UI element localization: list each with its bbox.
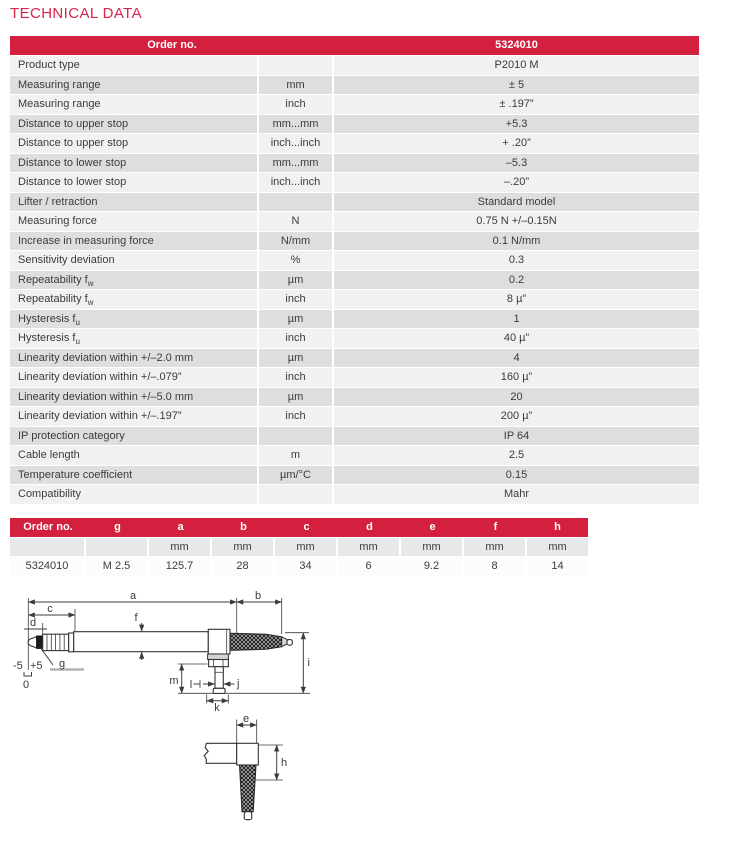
dimension-unit-cell: mm bbox=[338, 538, 401, 558]
spec-unit-cell: µm bbox=[259, 271, 334, 291]
dimension-header-cell: h bbox=[527, 518, 588, 538]
table-row bbox=[10, 329, 699, 349]
dimension-unit-cell: mm bbox=[212, 538, 275, 558]
spec-value-cell: 2.5 bbox=[334, 446, 699, 466]
spec-label-cell: Linearity deviation within +/–5.0 mm bbox=[10, 388, 259, 408]
dimension-value-cell: 5324010 bbox=[10, 557, 86, 577]
dimension-header-cell: b bbox=[212, 518, 275, 538]
probe-body bbox=[74, 632, 209, 652]
spec-value-cell: 1 bbox=[334, 310, 699, 330]
dim-label-a: a bbox=[129, 590, 137, 602]
dim-label-l: l bbox=[189, 679, 193, 691]
table-row bbox=[10, 466, 699, 486]
table-row bbox=[10, 446, 699, 466]
spec-value-cell: 0.2 bbox=[334, 271, 699, 291]
spec-unit-cell: µm/°C bbox=[259, 466, 334, 486]
dimension-table-header-row bbox=[10, 518, 588, 538]
spec-value-cell: 200 µ” bbox=[334, 407, 699, 427]
dimension-unit-cell bbox=[86, 538, 149, 558]
spec-unit-cell: inch...inch bbox=[259, 134, 334, 154]
scale-minus5: -5 bbox=[13, 660, 23, 672]
spec-label-cell: Repeatability $f_w$ bbox=[10, 271, 259, 291]
spec-value-cell: 0.75 N +/–0.15N bbox=[334, 212, 699, 232]
table-row bbox=[10, 76, 699, 96]
spec-label-cell: Linearity deviation within +/–.197” bbox=[10, 407, 259, 427]
spec-value-cell: 0.15 bbox=[334, 466, 699, 486]
spec-value-cell: ± .197” bbox=[334, 95, 699, 115]
table-row bbox=[10, 388, 699, 408]
table-row bbox=[10, 271, 699, 291]
spec-label-cell: Hysteresis $f_u$ bbox=[10, 310, 259, 330]
spec-unit-cell bbox=[259, 56, 334, 76]
dimension-value-cell: M 2.5 bbox=[86, 557, 149, 577]
spec-label-cell: Temperature coefficient bbox=[10, 466, 259, 486]
table-row bbox=[10, 232, 699, 252]
spec-unit-cell: m bbox=[259, 446, 334, 466]
spec-header-order-value: 5324010 bbox=[334, 36, 699, 56]
thread-detail-view bbox=[204, 713, 287, 820]
spec-value-cell: Mahr bbox=[334, 485, 699, 505]
spec-table bbox=[10, 36, 699, 505]
spec-label-cell: Measuring range bbox=[10, 76, 259, 96]
spec-label-cell: Increase in measuring force bbox=[10, 232, 259, 252]
spec-label-cell: Measuring force bbox=[10, 212, 259, 232]
dimension-value-cell: 28 bbox=[212, 557, 275, 577]
spec-label-cell: Distance to upper stop bbox=[10, 115, 259, 135]
spec-label-cell: Hysteresis $f_u$ bbox=[10, 329, 259, 349]
table-row bbox=[10, 407, 699, 427]
spec-value-cell: 4 bbox=[334, 349, 699, 369]
dimension-header-cell: d bbox=[338, 518, 401, 538]
dimension-value-cell: 9.2 bbox=[401, 557, 464, 577]
spec-unit-cell: % bbox=[259, 251, 334, 271]
dimension-value-cell: 6 bbox=[338, 557, 401, 577]
dimension-value-cell: 34 bbox=[275, 557, 338, 577]
spec-unit-cell bbox=[259, 427, 334, 447]
dim-label-c: c bbox=[47, 603, 53, 615]
dim-label-e: e bbox=[242, 713, 250, 725]
spec-label-cell: Lifter / retraction bbox=[10, 193, 259, 213]
spec-unit-cell bbox=[259, 193, 334, 213]
detail-block bbox=[237, 743, 259, 765]
spec-unit-cell: inch...inch bbox=[259, 173, 334, 193]
dimension-value-cell: 8 bbox=[464, 557, 527, 577]
probe-bellows-end-ring bbox=[69, 633, 74, 652]
spec-label-cell: Distance to lower stop bbox=[10, 173, 259, 193]
table-row bbox=[10, 349, 699, 369]
dim-label-f: f bbox=[134, 612, 138, 624]
spec-unit-cell: µm bbox=[259, 349, 334, 369]
spec-label-cell: Linearity deviation within +/–2.0 mm bbox=[10, 349, 259, 369]
dimension-unit-cell: mm bbox=[464, 538, 527, 558]
spec-label-cell: Distance to upper stop bbox=[10, 134, 259, 154]
spec-value-cell: 40 µ” bbox=[334, 329, 699, 349]
table-row bbox=[10, 427, 699, 447]
spec-label-cell: Repeatability $f_w$ bbox=[10, 290, 259, 310]
probe-thread bbox=[230, 633, 282, 650]
dimension-value-cell: 125.7 bbox=[149, 557, 212, 577]
probe-knurled-cap bbox=[37, 636, 43, 648]
spec-value-cell: P2010 M bbox=[334, 56, 699, 76]
spec-value-cell: 160 µ” bbox=[334, 368, 699, 388]
spec-label-cell: Linearity deviation within +/–.079” bbox=[10, 368, 259, 388]
probe-technical-drawing bbox=[0, 588, 340, 852]
spec-unit-cell: inch bbox=[259, 329, 334, 349]
connector-stem bbox=[215, 667, 223, 689]
dim-label-h: h bbox=[281, 757, 288, 769]
spec-value-cell: Standard model bbox=[334, 193, 699, 213]
scale-zero: 0 bbox=[23, 679, 30, 691]
detail-thread-stud bbox=[240, 765, 257, 812]
spec-value-cell: –5.3 bbox=[334, 154, 699, 174]
spec-unit-cell: inch bbox=[259, 407, 334, 427]
spec-unit-cell: µm bbox=[259, 310, 334, 330]
spec-header-order-no: Order no. bbox=[10, 36, 334, 56]
probe-cable-tip bbox=[287, 640, 292, 646]
probe-thread-cone bbox=[282, 637, 287, 647]
spec-unit-cell: inch bbox=[259, 290, 334, 310]
dimension-header-cell: f bbox=[464, 518, 527, 538]
dimension-table bbox=[10, 518, 588, 577]
spec-unit-cell: inch bbox=[259, 368, 334, 388]
dimension-unit-cell: mm bbox=[149, 538, 212, 558]
table-row bbox=[10, 212, 699, 232]
spec-value-cell: 0.1 N/mm bbox=[334, 232, 699, 252]
spec-unit-cell: mm bbox=[259, 76, 334, 96]
dimension-unit-cell: mm bbox=[401, 538, 464, 558]
dimension-value-row bbox=[10, 557, 588, 577]
connector-box bbox=[209, 660, 229, 667]
dimension-header-cell: a bbox=[149, 518, 212, 538]
dimension-unit-cell: mm bbox=[527, 538, 588, 558]
table-row bbox=[10, 56, 699, 76]
spec-label-cell: Sensitivity deviation bbox=[10, 251, 259, 271]
dimension-unit-cell: mm bbox=[275, 538, 338, 558]
spec-unit-cell: mm...mm bbox=[259, 115, 334, 135]
page-title: TECHNICAL DATA bbox=[10, 5, 143, 22]
table-row bbox=[10, 251, 699, 271]
probe-tip bbox=[28, 637, 37, 648]
spec-value-cell: + .20” bbox=[334, 134, 699, 154]
table-row bbox=[10, 115, 699, 135]
detail-shaft bbox=[204, 743, 237, 763]
dim-label-b: b bbox=[254, 590, 262, 602]
spec-value-cell: ± 5 bbox=[334, 76, 699, 96]
table-row bbox=[10, 290, 699, 310]
dimension-value-cell: 14 bbox=[527, 557, 588, 577]
dimension-header-cell: g bbox=[86, 518, 149, 538]
dim-label-m: m bbox=[169, 675, 179, 687]
detail-tip bbox=[244, 812, 251, 820]
connector-foot bbox=[213, 688, 225, 693]
spec-label-cell: Measuring range bbox=[10, 95, 259, 115]
dim-label-d: d bbox=[29, 617, 37, 629]
spec-unit-cell: N bbox=[259, 212, 334, 232]
table-row bbox=[10, 154, 699, 174]
spec-value-cell: IP 64 bbox=[334, 427, 699, 447]
spec-label-cell: Cable length bbox=[10, 446, 259, 466]
spec-unit-cell: µm bbox=[259, 388, 334, 408]
spec-value-cell: –.20” bbox=[334, 173, 699, 193]
spec-unit-cell: mm...mm bbox=[259, 154, 334, 174]
dimension-unit-cell bbox=[10, 538, 86, 558]
dim-label-g: g bbox=[58, 658, 66, 670]
spec-table-header-row bbox=[10, 36, 699, 56]
dimension-header-cell: c bbox=[275, 518, 338, 538]
table-row bbox=[10, 310, 699, 330]
table-row bbox=[10, 485, 699, 505]
table-row bbox=[10, 193, 699, 213]
dim-label-i: i bbox=[307, 657, 310, 669]
spec-label-cell: Distance to lower stop bbox=[10, 154, 259, 174]
spec-unit-cell: N/mm bbox=[259, 232, 334, 252]
spec-value-cell: 8 µ” bbox=[334, 290, 699, 310]
probe-sub-block bbox=[208, 654, 229, 660]
spec-unit-cell: inch bbox=[259, 95, 334, 115]
table-row bbox=[10, 368, 699, 388]
spec-value-cell: 20 bbox=[334, 388, 699, 408]
dimension-unit-row bbox=[10, 538, 588, 558]
dim-label-k: k bbox=[214, 702, 220, 714]
spec-label-cell: IP protection category bbox=[10, 427, 259, 447]
table-row bbox=[10, 134, 699, 154]
table-row bbox=[10, 95, 699, 115]
spec-label-cell: Compatibility bbox=[10, 485, 259, 505]
spec-unit-cell bbox=[259, 485, 334, 505]
dim-label-j: j bbox=[237, 678, 240, 690]
dimension-header-cell: Order no. bbox=[10, 518, 86, 538]
spec-value-cell: 0.3 bbox=[334, 251, 699, 271]
spec-label-cell: Product type bbox=[10, 56, 259, 76]
table-row bbox=[10, 173, 699, 193]
spec-value-cell: +5.3 bbox=[334, 115, 699, 135]
spec-table-body bbox=[10, 56, 699, 505]
probe-outline bbox=[28, 629, 292, 693]
scale-plus5: +5 bbox=[30, 660, 43, 672]
dimension-header-cell: e bbox=[401, 518, 464, 538]
measuring-range-scale bbox=[13, 660, 43, 691]
